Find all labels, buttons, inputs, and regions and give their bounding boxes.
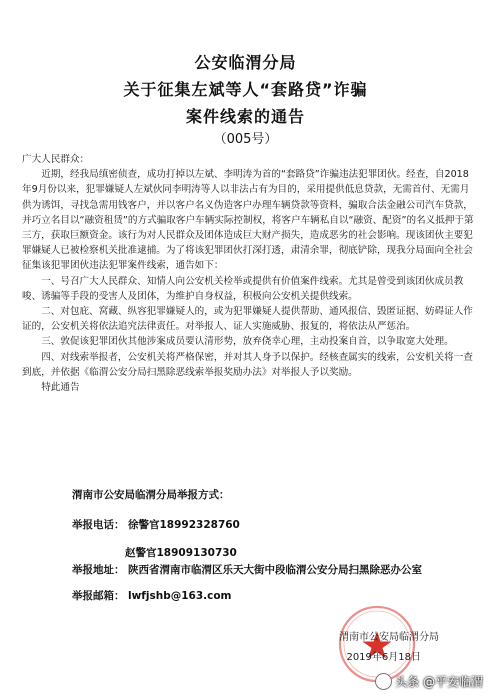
address-label: 举报地址： <box>72 564 125 576</box>
paragraph-1: 近期，经我局缜密侦查，成功打掉以左斌、李明涛为首的“套路贷”诈骗违法犯罪团伙。经查，自2018年9月份以来，犯罪嫌疑人左斌伙同李明涛等人以非法占有为目的，采用提供低息贷款，无需首付、无需月供为诱饵，寻找急需用钱客户，并以客户名义伪造客户办理车辆贷款等资料，骗取合法金融公司汽车贷款，并巧立名目以“融资租赁”的方式骗取客户车辆实际控制权，将客户车辆私自以“融资、配资”的名义抵押于第三方，获取巨额资金。该行为对人民群众及团体造成巨大财产损失，造成恶劣的社会影响。现该团伙主要犯罪嫌疑人已被检察机关批准逮捕。为了将该犯罪团伙打深打透，肃清余罪，彻底铲除，现我分局面向全社会征集该犯罪团伙违法犯罪案件线索，通告如下： <box>22 169 474 272</box>
phone-1: 徐警官18992328760 <box>128 519 240 531</box>
item-1: 一、号召广大人民群众、知情人向公安机关检举或提供有价值案件线索。尤其是曾受到该团伙成员教唆、诱骗等手段的受害人及团体，为维护自身权益，积极向公安机关提供线索。 <box>22 275 464 302</box>
salutation: 广大人民群众： <box>22 154 90 165</box>
item-3: 三、敦促该犯罪团伙其他涉案成员要认清形势，放弃侥幸心理，主动投案自首，以争取宽大处理。 <box>41 336 454 348</box>
avatar-icon <box>375 673 392 690</box>
title-line-1: 公安临渭分局 <box>194 53 297 72</box>
date: 2019年6月18日 <box>346 652 421 663</box>
title-line-3: 案件线索的通告 <box>185 107 305 126</box>
watermark-text: 头条 @平安临渭 <box>395 675 483 689</box>
contact-address-row <box>72 562 422 577</box>
contact-email-row <box>72 588 232 603</box>
watermark <box>375 673 483 690</box>
phone-2: 赵警官18909130730 <box>125 547 237 559</box>
notice-number: （005号） <box>213 132 278 147</box>
item-4: 四、对线索举报者，公安机关将严格保密，并对其人身予以保护。经核查属实的线索，公安机关将一查到底，并依据《临渭公安分局扫黑除恶线索举报奖励办法》对举报人予以奖励。 <box>22 351 473 378</box>
contact-phone-row <box>72 517 240 532</box>
email-label: 举报邮箱： <box>72 590 125 602</box>
phone-label: 举报电话： <box>72 519 125 531</box>
email-value: lwfjshb@163.com <box>128 590 232 602</box>
closing: 特此通告 <box>41 382 80 394</box>
item-2: 二、对包庇、窝藏、纵容犯罪嫌疑人的，或为犯罪嫌疑人提供帮助、通风报信、毁匿证据、妨碍证人作证的，公安机关将依法追究法律责任。对举报人、证人实施威胁、报复的，将依法从严惩治。 <box>22 306 473 333</box>
address-value: 陕西省渭南市临渭区乐天大街中段临渭公安分局扫黑除恶办公室 <box>128 564 422 576</box>
contact-heading: 渭南市公安局临渭分局举报方式： <box>72 489 230 501</box>
signature: 渭南市公安局临渭分局 <box>339 632 439 643</box>
title-line-2: 关于征集左斌等人“套路贷”诈骗 <box>123 80 368 99</box>
notice-body <box>22 152 474 395</box>
